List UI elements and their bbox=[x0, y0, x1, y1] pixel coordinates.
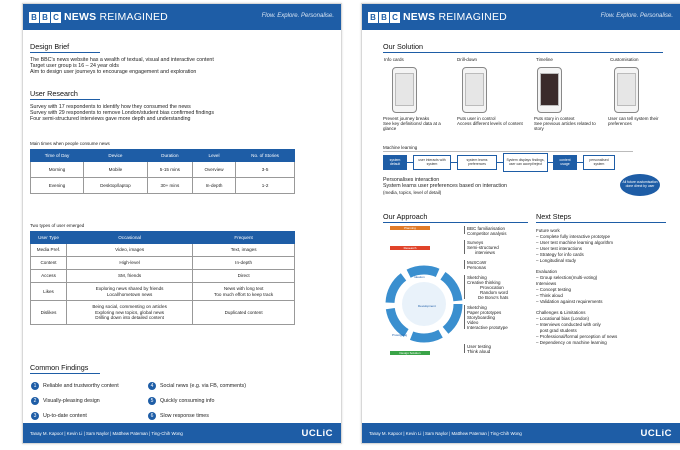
finding-number: 2 bbox=[31, 397, 39, 405]
next-item: – Dependency on machine learning bbox=[536, 340, 607, 345]
phase-bar: Research bbox=[390, 246, 430, 250]
header bbox=[23, 4, 341, 30]
finding-number: 3 bbox=[31, 412, 39, 420]
next-item: – Validation against requirements bbox=[536, 299, 603, 304]
approach-item: Random word bbox=[480, 290, 509, 295]
phone-label: Customisation bbox=[610, 57, 639, 62]
phone-label: Drill-down bbox=[457, 57, 478, 62]
next-item: Interviews bbox=[536, 281, 557, 286]
next-heading: Future work bbox=[536, 228, 560, 233]
phase-label: Development bbox=[418, 304, 436, 308]
phone-caption: Puts story in context See previous articles related to story bbox=[534, 116, 596, 132]
research-title: User Research bbox=[30, 89, 78, 98]
header-title: NEWS REIMAGINED bbox=[64, 11, 168, 23]
approach-item: BBC familiarisation bbox=[467, 226, 506, 231]
next-item: – Locational bias (London) bbox=[536, 316, 590, 321]
table-row: Dislikes Being social, commenting on articles Exploring new topics, global news Drilling down into detailed content Duplicated content bbox=[31, 301, 295, 325]
solution-underline bbox=[383, 52, 663, 53]
approach-item: Paper prototypes bbox=[467, 310, 502, 315]
header-title: NEWS REIMAGINED bbox=[403, 11, 507, 23]
table-row: Content High-level In-depth bbox=[31, 257, 295, 270]
approach-item: User testing bbox=[467, 344, 492, 349]
approach-item: Interactive prototype bbox=[467, 325, 508, 330]
finding-text: Slow response times bbox=[160, 413, 209, 419]
ml-step-box: user interacts with system bbox=[413, 155, 451, 170]
ml-line: (media, topics, level of detail) bbox=[383, 190, 442, 195]
next-item: – Group selection(multi-voting) bbox=[536, 275, 598, 280]
ml-step-box: personalised system bbox=[583, 155, 615, 170]
next-item: – Professional/formal perception of news bbox=[536, 334, 618, 339]
phone-label: Timeline bbox=[536, 57, 553, 62]
next-title: Next Steps bbox=[536, 212, 572, 221]
brief-line: Target user group is 16 – 24 year olds bbox=[30, 63, 119, 69]
approach-item: Sketching bbox=[467, 275, 487, 280]
finding-text: Visually-pleasing design bbox=[43, 398, 100, 404]
finding-text: Up-to-date content bbox=[43, 413, 87, 419]
phase-label: Prototyping bbox=[392, 333, 408, 337]
approach-item: MoSCoW bbox=[467, 260, 487, 265]
phone-caption: Puts user in control Access different levels of content bbox=[457, 116, 523, 127]
research-line: Four semi-structured interviews gave more depth and understanding bbox=[30, 116, 191, 122]
research-line: Survey with 17 respondents to identify how they consumed the news bbox=[30, 104, 191, 110]
phase-bar: Planning bbox=[390, 226, 430, 230]
ml-step-box: system default bbox=[383, 155, 407, 170]
finding-number: 4 bbox=[148, 382, 156, 390]
brief-underline bbox=[30, 52, 100, 53]
next-item: – Complete fully interactive prototype bbox=[536, 234, 611, 239]
solution-title: Our Solution bbox=[383, 42, 423, 51]
finding-number: 1 bbox=[31, 382, 39, 390]
ml-title: Machine learning bbox=[383, 145, 418, 150]
next-underline bbox=[536, 222, 666, 223]
ml-bubble: All future customisation done direct by user bbox=[620, 174, 660, 196]
findings-title: Common Findings bbox=[30, 363, 89, 372]
approach-underline bbox=[383, 222, 528, 223]
next-heading: Challenges & Limitations bbox=[536, 310, 586, 315]
approach-item: Video bbox=[467, 320, 479, 325]
ml-step-box: System displays findings, user can accept/reject bbox=[503, 153, 548, 172]
phone-mockup bbox=[392, 67, 417, 113]
phone-caption: Prevent journey breaks See key definitions/ data at a glance bbox=[383, 116, 441, 132]
approach-item: De Bono's hats bbox=[478, 295, 509, 300]
next-item: – User test machine learning algorithm bbox=[536, 240, 614, 245]
next-item: – User test interactions bbox=[536, 246, 583, 251]
next-item: – Think aloud bbox=[536, 293, 563, 298]
finding-text: Reliable and trustworthy content bbox=[43, 383, 119, 389]
next-heading: Evaluation bbox=[536, 269, 558, 274]
phase-bar: Design Solution bbox=[390, 351, 430, 355]
phone-mockup bbox=[537, 67, 562, 113]
approach-item: Personas bbox=[467, 265, 487, 270]
bbc-logo: B B C bbox=[29, 12, 61, 23]
poster-page-2 bbox=[361, 3, 680, 444]
next-item: – Interviews conducted with only bbox=[536, 322, 601, 327]
approach-item: Storyboarding bbox=[467, 315, 496, 320]
table-row: Media Pref. Video, images Text, images bbox=[31, 244, 295, 257]
brief-line: Aim to design user journeys to encourage engagement and exploration bbox=[30, 69, 197, 75]
footer-authors: Tanay M. Kapoor | Kevin Li | Sam Naylor | Matthew Pateman | Ting-Chih Wong bbox=[30, 430, 183, 436]
footer bbox=[23, 423, 341, 443]
footer-authors: Tanay M. Kapoor | Kevin Li | Sam Naylor | Matthew Pateman | Ting-Chih Wong bbox=[369, 430, 522, 436]
uclic-logo: UCLiC bbox=[640, 428, 672, 439]
finding-text: Quickly consuming info bbox=[160, 398, 215, 404]
approach-item: Competitor analysis bbox=[467, 231, 507, 236]
phone-mockup bbox=[614, 67, 639, 113]
approach-item: Sketching bbox=[467, 305, 487, 310]
approach-item: Think aloud bbox=[467, 349, 491, 354]
finding-number: 6 bbox=[148, 412, 156, 420]
next-item: – Strategy for info cards bbox=[536, 252, 584, 257]
ml-step-box: content usage bbox=[553, 155, 577, 170]
phone-caption: User can tell system their preferences bbox=[608, 116, 659, 127]
tagline: Flow. Explore. Personalise. bbox=[261, 13, 334, 19]
phone-mockup bbox=[462, 67, 487, 113]
approach-item: Surveys bbox=[467, 240, 484, 245]
approach-title: Our Approach bbox=[383, 212, 428, 221]
header bbox=[362, 4, 680, 30]
next-item: – Longitudinal study bbox=[536, 258, 577, 263]
bbc-logo: B B C bbox=[368, 12, 400, 23]
table1-caption: Main times when people consume news bbox=[30, 141, 110, 146]
footer bbox=[362, 423, 680, 443]
user-type-table: User Type Occasional Frequent Media Pref. Video, images Text, images Content High-level In-depth Access SM, friends Direct Likes Exploring news shared by friends Local/hometown news News with long text Too much effort to keep track Dislikes Being social, commenting on articles Exploring new topics, global news Drilling down into detailed content Duplicated content bbox=[30, 231, 295, 325]
finding-text: Social news (e.g. via FB, comments) bbox=[160, 383, 246, 389]
table-row: Morning Mobile 5-15 mins Overview 3-5 bbox=[31, 162, 295, 178]
brief-line: The BBC's news website has a wealth of textual, visual and interactive content bbox=[30, 57, 214, 63]
next-item: – Concept testing bbox=[536, 287, 572, 292]
approach-item: Creative thinking bbox=[467, 280, 501, 285]
table-row: Evening Desktop/laptop 30+ mins In-depth 1-2 bbox=[31, 178, 295, 194]
approach-item: Semi-structured bbox=[467, 245, 499, 250]
ml-line: System learns user preferences based on interaction bbox=[383, 183, 507, 189]
ml-subtitle: Personalises interaction bbox=[383, 177, 440, 183]
ml-step-box: system learns preferences bbox=[457, 155, 497, 170]
phase-label: Ideation bbox=[414, 275, 425, 279]
brief-title: Design Brief bbox=[30, 42, 70, 51]
next-item: post grad students bbox=[536, 328, 577, 333]
table2-caption: Two types of user emerged bbox=[30, 223, 85, 228]
poster-page-1 bbox=[22, 3, 342, 444]
approach-item: interviews bbox=[475, 250, 496, 255]
research-line: Survey with 29 respondents to remove London/student bias confirmed findings bbox=[30, 110, 215, 116]
consumption-table: Time of Day Device Duration Level No. of Stories Morning Mobile 5-15 mins Overview 3-5 Evening Desktop/laptop 30+ mins In-depth 1-2 bbox=[30, 149, 295, 194]
research-underline bbox=[30, 99, 100, 100]
phone-label: Info cards bbox=[384, 57, 404, 62]
table-row: Access SM, friends Direct bbox=[31, 270, 295, 283]
finding-number: 5 bbox=[148, 397, 156, 405]
approach-item: Provocation bbox=[480, 285, 504, 290]
table-row: Likes Exploring news shared by friends Local/hometown news News with long text Too much effort to keep track bbox=[31, 283, 295, 301]
uclic-logo: UCLiC bbox=[301, 428, 333, 439]
findings-underline bbox=[30, 373, 100, 374]
tagline: Flow. Explore. Personalise. bbox=[600, 13, 673, 19]
